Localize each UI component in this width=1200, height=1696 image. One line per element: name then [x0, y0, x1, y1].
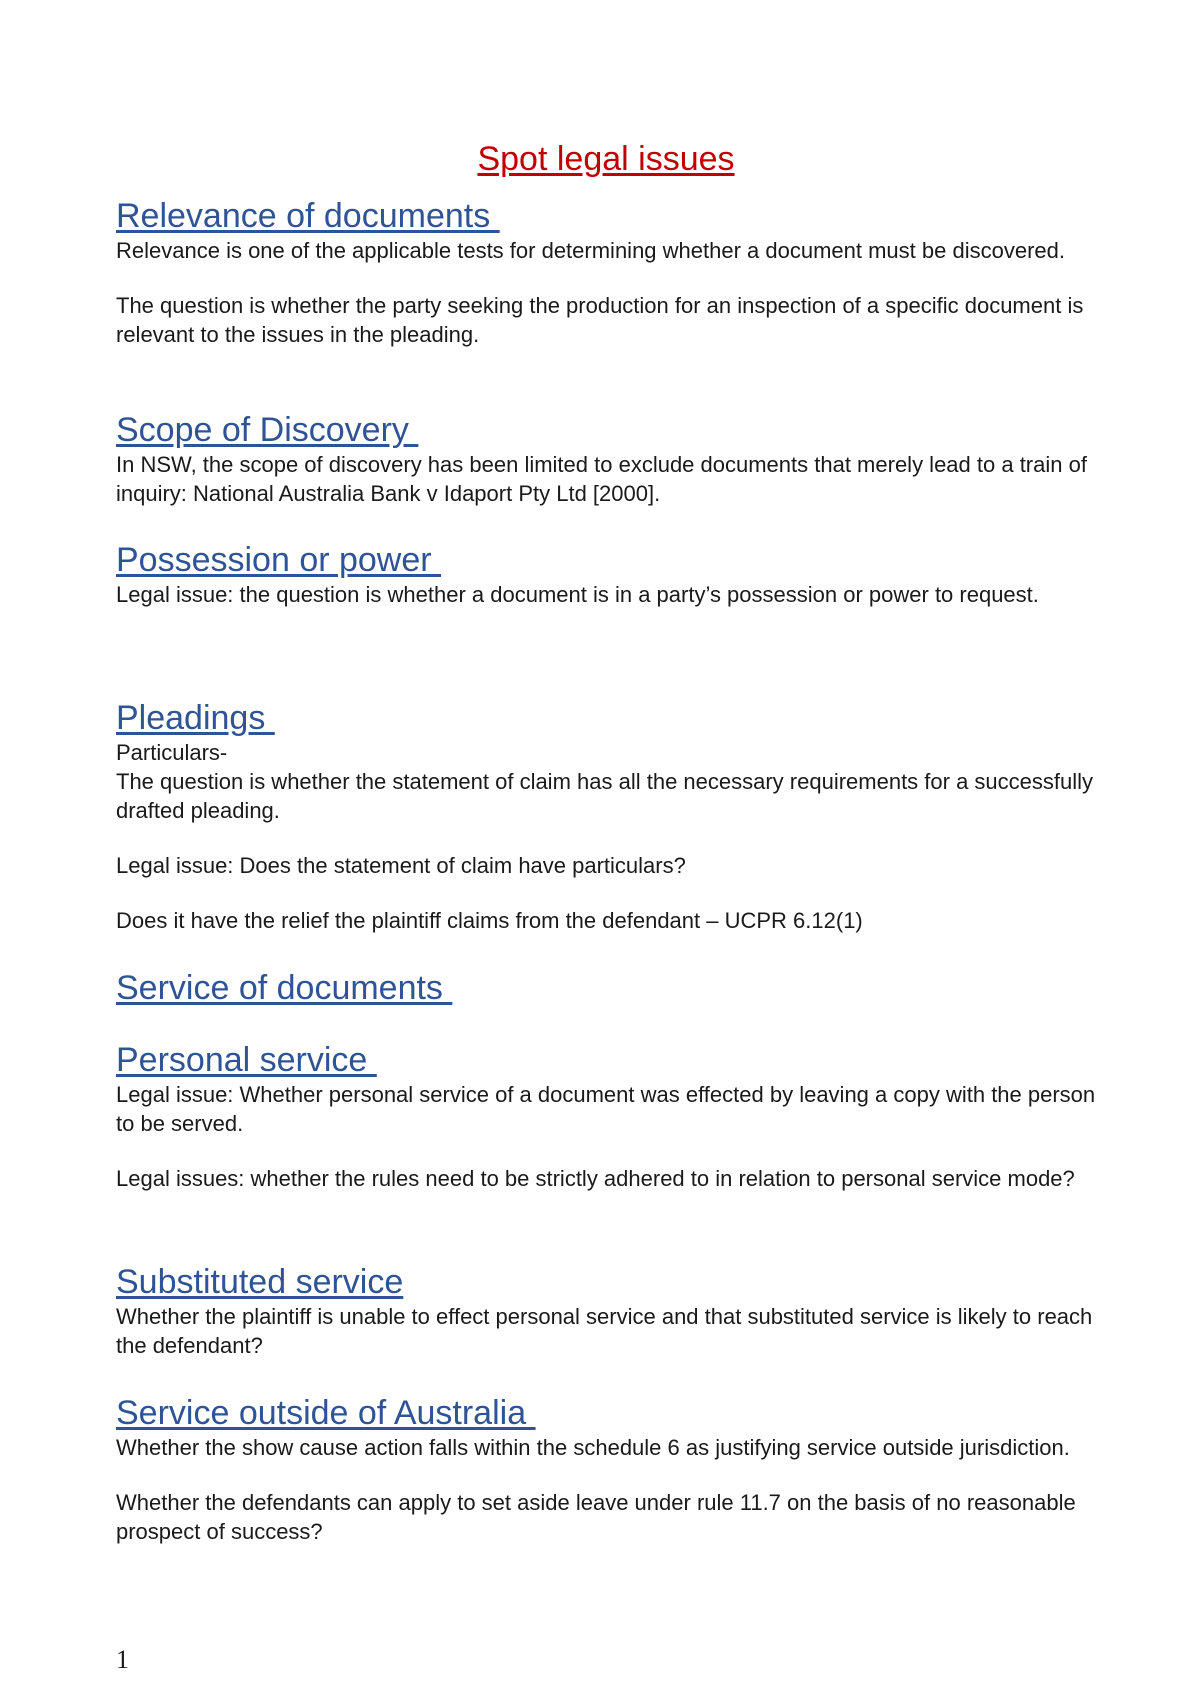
section-paragraph: Whether the plaintiff is unable to effect personal service and that substituted service is likely to reach the defendant? — [116, 1304, 1093, 1358]
page-number: 1 — [116, 1645, 129, 1674]
section-scope-of-discovery — [116, 410, 1096, 508]
section-possession-or-power — [116, 540, 1096, 609]
section-personal-service — [116, 1040, 1096, 1193]
section-paragraph: Does it have the relief the plaintiff claims from the defendant – UCPR 6.12(1) — [116, 908, 863, 933]
section-paragraph: Whether the defendants can apply to set aside leave under rule 11.7 on the basis of no reasonable prospect of success? — [116, 1490, 1076, 1544]
section-paragraph: Relevance is one of the applicable tests for determining whether a document must be discovered. — [116, 238, 1065, 263]
section-heading: Personal service — [116, 1041, 377, 1079]
section-substituted-service — [116, 1262, 1096, 1360]
section-heading: Pleadings — [116, 699, 275, 737]
section-paragraph: Legal issues: whether the rules need to be strictly adhered to in relation to personal service mode? — [116, 1166, 1075, 1191]
section-heading: Scope of Discovery — [116, 411, 419, 449]
section-heading: Service outside of Australia — [116, 1394, 536, 1432]
section-paragraph: Whether the show cause action falls within the schedule 6 as justifying service outside jurisdiction. — [116, 1435, 1070, 1460]
section-service-outside-australia — [116, 1393, 1096, 1546]
section-service-of-documents — [116, 968, 1096, 1008]
section-line: Particulars- — [116, 740, 228, 765]
section-heading: Substituted service — [116, 1263, 404, 1301]
section-paragraph: In NSW, the scope of discovery has been limited to exclude documents that merely lead to a train of inquiry: National Australia Bank v Idaport Pty Ltd [2000]. — [116, 452, 1087, 506]
section-paragraph: Legal issue: Whether personal service of a document was effected by leaving a copy with the person to be served. — [116, 1082, 1096, 1136]
section-relevance-of-documents — [116, 196, 1096, 349]
section-paragraph: Legal issue: Does the statement of claim have particulars? — [116, 853, 686, 878]
page-title: Spot legal issues — [477, 140, 735, 178]
section-line: The question is whether the statement of claim has all the necessary requirements for a successfully drafted pleading. — [116, 769, 1094, 823]
section-heading: Service of documents — [116, 969, 453, 1007]
section-heading: Possession or power — [116, 541, 442, 579]
section-heading: Relevance of documents — [116, 197, 500, 235]
section-paragraph: The question is whether the party seeking the production for an inspection of a specific document is relevant to the issues in the pleading. — [116, 293, 1084, 347]
section-paragraph: Legal issue: the question is whether a document is in a party’s possession or power to request. — [116, 582, 1039, 607]
section-pleadings — [116, 698, 1096, 935]
